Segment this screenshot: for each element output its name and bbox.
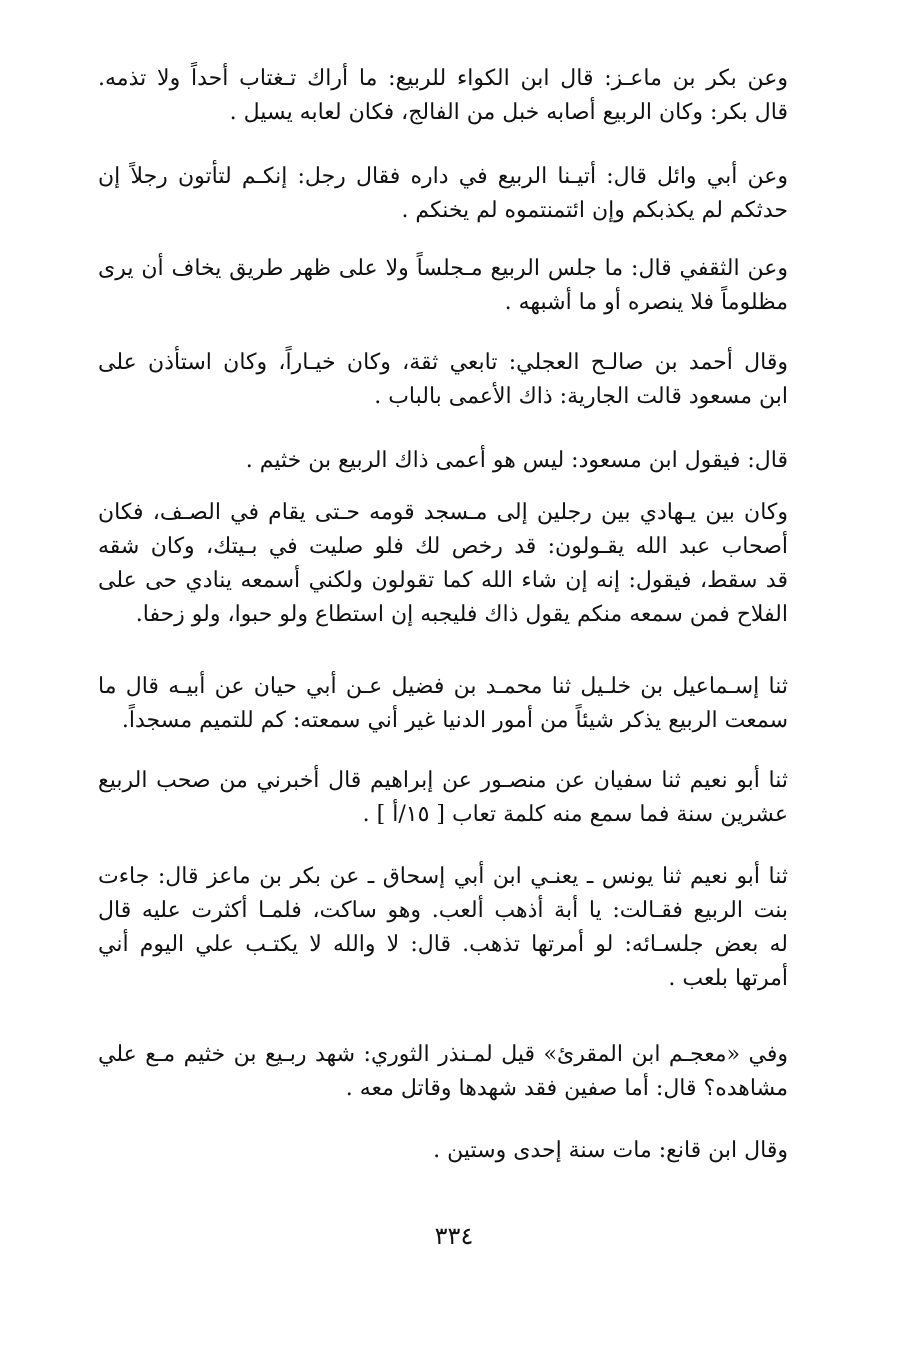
text-line: أصحاب عبد الله يقـولون: قد رخص لك فلو صليت في بـيتك، وكان شقه xyxy=(98,534,788,559)
paragraph xyxy=(98,444,788,478)
text-line: له بعض جلسـائه: لو أمرتها تذهب. قال: لا والله لا يكتـب علي اليوم أني xyxy=(98,932,788,957)
text-line: وفي «معجـم ابن المقرئ» قيل لمـنذر الثوري: شهد ربـيع بن خثيم مـع علي xyxy=(98,1042,788,1067)
text-line: ثنا أبو نعيم ثنا يونس ـ يعنـي ابن أبي إسحاق ـ عن بكر بن ماعز قال: جاءت xyxy=(98,864,788,889)
text-line: أمرتها بلعب . xyxy=(668,966,788,991)
text-line: حدثكم لم يكذبكم وإن ائتمنتموه لم يخنكم . xyxy=(401,198,788,223)
text-line: مشاهده؟ قال: أما صفين فقد شهدها وقاتل معه . xyxy=(345,1076,788,1101)
paragraph xyxy=(98,1038,788,1106)
text-line: ثنا أبو نعيم ثنا سفيان عن منصـور عن إبراهيم قال أخبرني من صحب الربيع xyxy=(98,768,788,793)
text-line: وعن أبي وائل قال: أتيـنا الربيع في داره فقال رجل: إنكـم لتأتون رجلاً إن xyxy=(98,164,788,189)
paragraph xyxy=(98,160,788,228)
text-line: وعن الثقفي قال: ما جلس الربيع مـجلساً ولا على ظهر طريق يخاف أن يرى xyxy=(98,256,788,281)
text-line: ابن مسعود قالت الجارية: ذاك الأعمى بالباب . xyxy=(374,384,788,409)
page-number: ٣٣٤ xyxy=(434,1222,474,1250)
text-line: قد سقط، فيقول: إنه إن شاء الله كما تقولون ولكني أسمعه ينادي حى على xyxy=(98,568,788,593)
text-line: وكان بين يـهادي بين رجلين إلى مـسجد قومه حـتى يقام في الصـف، فكان xyxy=(98,500,788,525)
text-line: ثنا إسـماعيل بن خلـيل ثنا محمـد بن فضيل عـن أبي حيان عن أبيـه قال ما xyxy=(98,674,788,699)
text-line: قال: فيقول ابن مسعود: ليس هو أعمى ذاك الربيع بن خثيم . xyxy=(245,448,788,473)
paragraph xyxy=(98,1134,788,1168)
paragraph xyxy=(98,62,788,130)
text-line: مظلوماً فلا ينصره أو ما أشبهه . xyxy=(504,290,788,315)
paragraph xyxy=(98,496,788,632)
text-line: بنت الربيع فقـالت: يا أبة أذهب ألعب. وهو ساكت، فلمـا أكثرت عليه قال xyxy=(98,898,788,923)
text-line: وقال أحمد بن صالـح العجلي: تابعي ثقة، وكان خيـاراً، وكان استأذن على xyxy=(98,350,788,375)
paragraph xyxy=(98,860,788,996)
text-line: عشرين سنة فما سمع منه كلمة تعاب [ ١٥/أ ] . xyxy=(362,802,788,827)
paragraph xyxy=(98,764,788,832)
text-line: وعن بكر بن ماعـز: قال ابن الكواء للربيع: ما أراك تـغتاب أحداً ولا تذمه. xyxy=(98,66,788,91)
text-line: سمعت الربيع يذكر شيئاً من أمور الدنيا غير أني سمعته: كم للتميم مسجداً. xyxy=(121,708,788,733)
text-line: الفلاح فمن سمعه منكم يقول ذاك فليجبه إن استطاع ولو حبوا، ولو زحفا. xyxy=(135,602,788,627)
paragraph xyxy=(98,346,788,414)
paragraph xyxy=(98,670,788,738)
text-line: قال بكر: وكان الربيع أصابه خبل من الفالج، فكان لعابه يسيل . xyxy=(229,100,788,125)
paragraph xyxy=(98,252,788,320)
text-line: وقال ابن قانع: مات سنة إحدى وستين . xyxy=(433,1138,788,1163)
